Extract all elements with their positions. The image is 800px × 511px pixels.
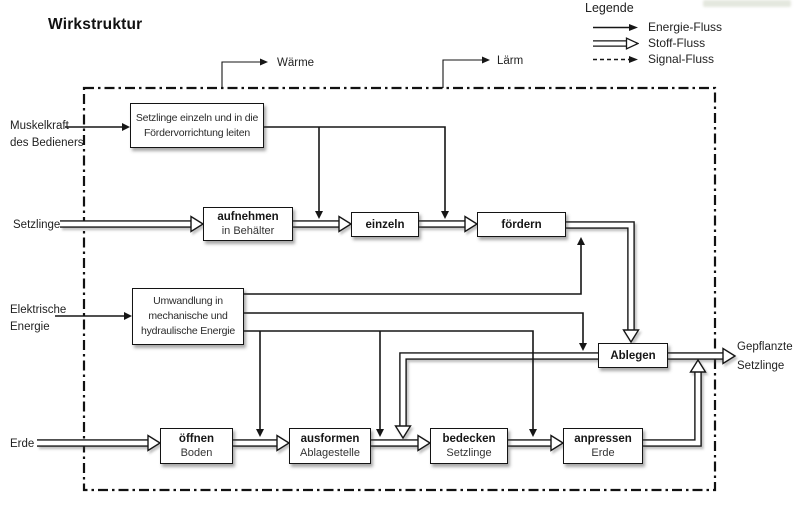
box-anpressen <box>563 428 643 464</box>
stoff-head-ausformen-bedecken <box>418 436 430 451</box>
box-aufnehmen-subtitle: in Behälter <box>221 225 275 237</box>
box-aufnehmen <box>203 207 293 241</box>
energie-head-laerm-out <box>482 57 490 64</box>
stoff-head-bedecken-anpressen <box>551 436 563 451</box>
stoff-head-ablegen-out <box>723 349 735 364</box>
legend-label-signal: Signal-Fluss <box>648 52 715 66</box>
label-muskelkraft-line2: des Bedieners <box>10 137 84 149</box>
stoff-head-aufnehmen-einzeln <box>339 217 351 232</box>
energie-head-umwandlung-anpressen-junction <box>529 429 537 437</box>
box-bedecken-subtitle: Setzlinge <box>446 447 492 459</box>
box-leiten <box>130 103 264 148</box>
box-anpressen-subtitle: Erde <box>591 447 615 459</box>
label-elektrische-line1: Elektrische <box>10 304 67 316</box>
page-title: Wirkstruktur <box>48 16 143 33</box>
stoff-head-ablegen-bedecken <box>396 426 411 438</box>
stoff-head-anpressen-out <box>691 360 706 372</box>
stoff-head-oeffnen-ausformen <box>277 436 289 451</box>
stoff-head-einzeln-foerdern <box>465 217 477 232</box>
box-foerdern <box>477 212 566 237</box>
energie-head-leiten-einzeln-junction <box>315 211 323 219</box>
label-muskelkraft <box>10 118 84 152</box>
energie-head-umwandlung-ablegen <box>579 343 587 351</box>
box-ablegen <box>598 343 668 368</box>
box-umwandlung-line1: Umwandlung in <box>153 295 223 307</box>
box-oeffnen <box>160 428 233 464</box>
legend-label-stoff: Stoff-Fluss <box>648 36 706 50</box>
box-umwandlung <box>132 288 244 345</box>
energie-head-umwandlung-ausformen-junction <box>256 429 264 437</box>
stoff-head-erde-in <box>148 436 160 451</box>
label-muskelkraft-line1: Muskelkraft <box>10 120 69 132</box>
box-aufnehmen-title: aufnehmen <box>217 211 279 223</box>
box-leiten-line1: Setzlinge einzeln und in die <box>135 111 259 124</box>
energie-head-leiten-foerdern-junction <box>441 211 449 219</box>
label-gepflanzte-line1: Gepflanzte <box>737 341 793 353</box>
legend-label-energie: Energie-Fluss <box>648 20 723 34</box>
energie-head-waerme-out <box>260 59 268 66</box>
label-waerme-output: Wärme <box>277 57 315 69</box>
box-leiten-line2: Fördervorrichtung leiten <box>143 126 251 139</box>
label-gepflanzte-line2: Setzlinge <box>737 360 785 372</box>
energie-head-umwandlung-bedecken-junction <box>376 429 384 437</box>
box-oeffnen-subtitle: Boden <box>180 447 213 459</box>
stoff-head-foerdern-ablegen <box>624 330 639 342</box>
box-ausformen-title: ausformen <box>300 433 360 445</box>
box-einzeln-title: einzeln <box>365 218 405 231</box>
label-elektrische-energie <box>10 302 66 336</box>
box-ablegen-title: Ablegen <box>610 349 656 362</box>
box-umwandlung-line2: mechanische und <box>148 310 228 322</box>
box-foerdern-title: fördern <box>501 218 542 231</box>
box-umwandlung-line3: hydraulische Energie <box>140 325 236 337</box>
energie-head-umwandlung-foerdern <box>577 237 585 245</box>
box-bedecken-title: bedecken <box>442 433 496 445</box>
box-anpressen-title: anpressen <box>574 433 632 445</box>
legend-title: Legende <box>585 1 634 15</box>
energie-head-muskelkraft-in <box>122 123 130 131</box>
box-bedecken <box>430 428 508 464</box>
box-ausformen-subtitle: Ablagestelle <box>300 447 360 459</box>
box-ausformen <box>289 428 371 464</box>
label-gepflanzte-setzlinge <box>737 338 793 376</box>
energie-head-elektrische-in <box>124 312 132 320</box>
label-setzlinge-input: Setzlinge <box>13 219 61 231</box>
stoff-head-setzlinge-in <box>191 217 203 232</box>
label-laerm-output: Lärm <box>497 55 524 67</box>
label-elektrische-line2: Energie <box>10 321 50 333</box>
box-oeffnen-title: öffnen <box>178 433 215 445</box>
label-erde-input: Erde <box>10 438 35 450</box>
box-einzeln <box>351 212 419 237</box>
